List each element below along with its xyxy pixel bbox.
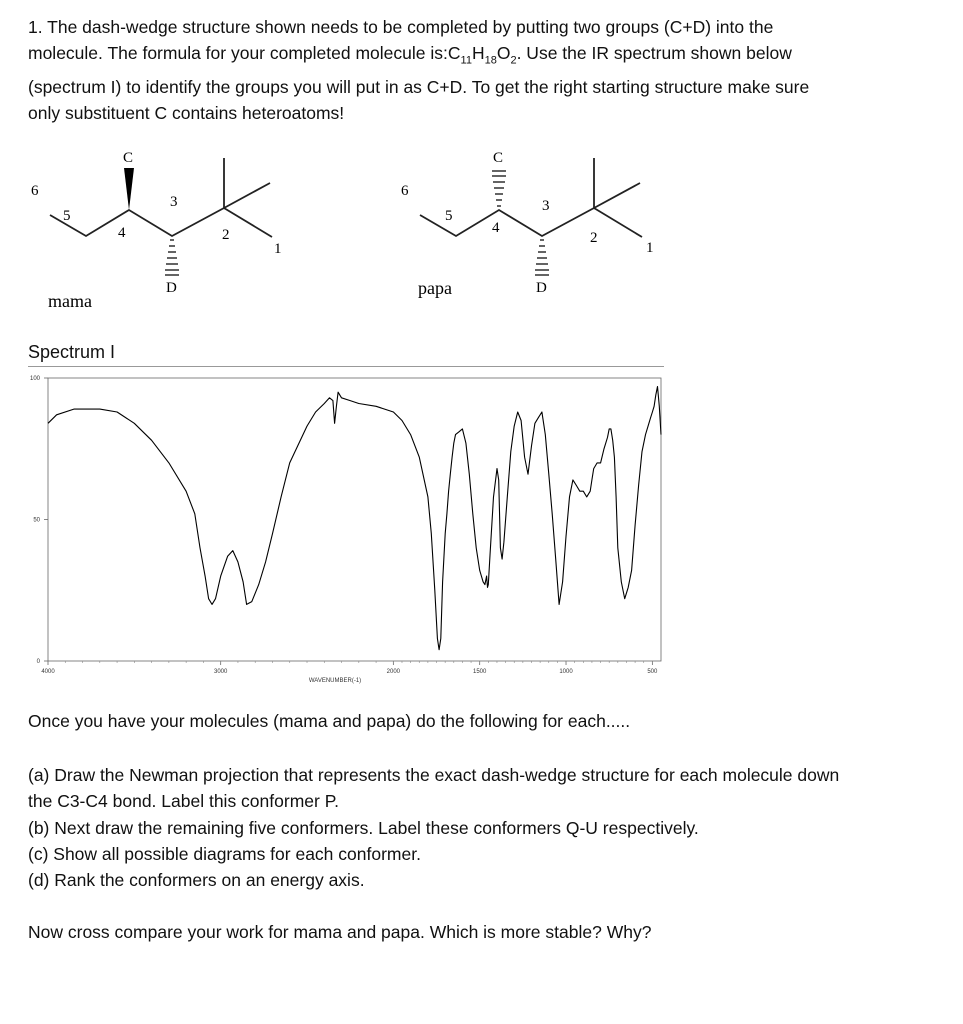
x-tick-label: 3000 [213,669,228,675]
formula-o: O [496,43,511,63]
papa-hash-bond-c [492,171,506,206]
question-c: (c) Show all possible diagrams for each conformer. [28,844,421,864]
mama-methyl-right [224,183,270,208]
y-tick-label: 0 [36,659,40,665]
mama-c2: 2 [222,227,230,243]
problem-line-3: (spectrum I) to identify the groups you will put in as C+D. To get the right starting structure make sure [28,76,810,97]
papa-structure [370,140,690,310]
question-b: (b) Next draw the remaining five conformers. Label these conformers Q-U respectively. [28,818,699,838]
mama-wedge-bond [124,168,134,210]
x-tick-label: 1500 [473,669,487,675]
mama-c1: 1 [274,241,282,257]
formula-lead: molecule. The formula for your completed molecule is:C [28,43,461,63]
problem-statement [28,14,948,126]
problem-line-4: only substituent C contains heteroatoms! [28,102,345,123]
spectrum-heading: Spectrum I [28,342,116,362]
spectrum-plot-border [48,378,661,661]
problem-line-1: 1. The dash-wedge structure shown needs to be completed by putting two groups (C+D) into the [28,17,774,37]
spectrum-trace [48,387,661,650]
papa-c2: 2 [590,230,598,246]
papa-name: papa [418,278,452,298]
spectrum-frame [48,378,661,661]
ir-spectrum-chart [0,368,680,688]
cross-compare: Now cross compare your work for mama and papa. Which is more stable? Why? [28,922,652,942]
papa-c5: 5 [445,208,453,224]
problem-line-2 [28,40,948,74]
spectrum-series [48,387,661,650]
spectrum-ticks [30,376,658,675]
mama-hash-bond [165,240,179,275]
spectrum-x-axis-label: WAVENUMBER(-1) [308,678,362,684]
y-tick-label: 100 [29,376,40,382]
papa-c3: 3 [542,198,550,214]
mama-c-label: C [123,150,134,166]
formula-o-count: 2 [510,54,517,67]
x-tick-label: 2000 [386,669,401,675]
formula-h-count: 18 [484,54,497,67]
papa-hash-bond-d [535,240,549,275]
papa-c-label: C [493,150,504,166]
x-tick-label: 1000 [559,669,573,675]
mama-skeleton [50,208,272,237]
papa-c1: 1 [646,240,654,256]
papa-c4: 4 [492,220,500,236]
y-tick-label: 50 [33,517,40,524]
mama-structure [0,140,330,320]
mama-c4: 4 [118,225,126,241]
mama-c5: 5 [63,208,71,224]
mama-c6: 6 [31,183,39,199]
papa-c6: 6 [401,183,409,199]
mama-d-label: D [166,280,177,296]
question-d: (d) Rank the conformers on an energy axis. [28,870,365,890]
formula-c-count: 11 [460,54,472,67]
formula-h: H [471,43,485,63]
x-tick-label: 500 [647,669,658,675]
papa-d-label: D [536,280,547,296]
papa-methyl-right [594,183,640,208]
mama-name: mama [48,291,92,311]
mama-c3: 3 [170,194,178,210]
spectrum-top-rule [28,366,664,367]
question-a-line-1: (a) Draw the Newman projection that represents the exact dash-wedge structure for each molecule down [28,765,840,785]
questions-intro: Once you have your molecules (mama and papa) do the following for each..... [28,711,631,731]
question-a-line-2: the C3-C4 bond. Label this conformer P. [28,791,339,811]
formula-trail: . Use the IR spectrum shown below [516,43,792,63]
x-tick-label: 4000 [41,669,55,675]
papa-skeleton [420,208,642,237]
